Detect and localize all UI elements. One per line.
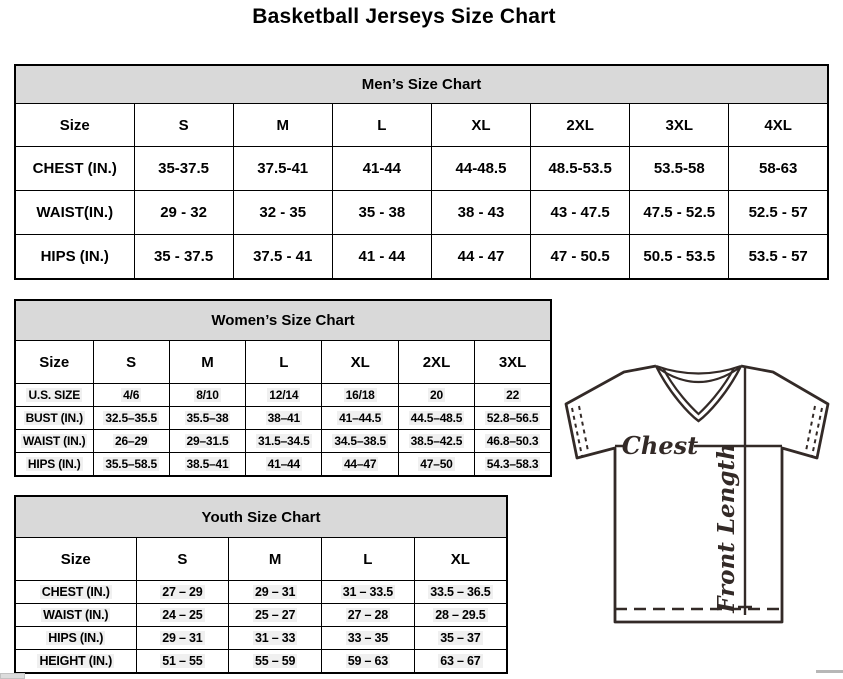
size-value: 20 bbox=[430, 388, 443, 402]
row-label-cell bbox=[15, 407, 93, 430]
table-header-row bbox=[15, 65, 828, 104]
size-value-cell bbox=[322, 407, 398, 430]
size-value-cell bbox=[322, 581, 415, 604]
row-label-cell bbox=[15, 453, 93, 477]
row-label-cell: WAIST(IN.) bbox=[15, 191, 134, 235]
size-value: 33 – 35 bbox=[347, 631, 389, 645]
size-value-cell bbox=[475, 384, 551, 407]
mens-table-title: Men’s Size Chart bbox=[15, 65, 828, 104]
size-value-cell: 47.5 - 52.5 bbox=[630, 191, 729, 235]
size-value-cell bbox=[136, 627, 229, 650]
size-value-cell bbox=[169, 384, 245, 407]
size-value: 46.8–50.3 bbox=[486, 434, 539, 448]
row-label-cell bbox=[15, 581, 136, 604]
size-value-cell bbox=[136, 604, 229, 627]
column-header-cell: 2XL bbox=[398, 341, 474, 384]
size-value: 44.5–48.5 bbox=[410, 411, 463, 425]
row-label: HIPS (IN.) bbox=[48, 631, 104, 645]
front-length-label: Front Length bbox=[713, 443, 740, 613]
size-value-cell: 37.5 - 41 bbox=[233, 235, 332, 280]
size-value-cell bbox=[246, 407, 322, 430]
size-value-cell bbox=[169, 407, 245, 430]
column-header-cell: M bbox=[169, 341, 245, 384]
size-value: 63 – 67 bbox=[440, 654, 481, 668]
size-value: 16/18 bbox=[345, 388, 375, 402]
column-header-cell: L bbox=[332, 104, 431, 147]
size-value-cell: 32 - 35 bbox=[233, 191, 332, 235]
size-value: 26–29 bbox=[114, 434, 148, 448]
size-value-cell: 50.5 - 53.5 bbox=[630, 235, 729, 280]
mens-size-table bbox=[14, 64, 829, 280]
size-value: 59 – 63 bbox=[347, 654, 389, 668]
size-value-cell bbox=[169, 430, 245, 453]
vneck-inner bbox=[663, 368, 734, 414]
jersey-measurement-diagram bbox=[556, 358, 838, 628]
column-header-cell: S bbox=[93, 341, 169, 384]
size-value: 41–44 bbox=[267, 457, 300, 471]
column-header-cell: 3XL bbox=[475, 341, 551, 384]
size-value-cell bbox=[322, 650, 415, 674]
size-value-cell bbox=[229, 627, 322, 650]
size-value-cell bbox=[246, 384, 322, 407]
column-header-cell: Size bbox=[15, 538, 136, 581]
row-label-cell bbox=[15, 650, 136, 674]
size-value: 24 – 25 bbox=[162, 608, 203, 622]
column-header-cell: XL bbox=[414, 538, 507, 581]
size-value: 29 – 31 bbox=[254, 585, 296, 599]
column-header-cell: L bbox=[322, 538, 415, 581]
column-header-cell: L bbox=[246, 341, 322, 384]
size-value-cell bbox=[475, 407, 551, 430]
size-value-cell: 43 - 47.5 bbox=[531, 191, 630, 235]
table-row bbox=[15, 191, 828, 235]
row-label-cell bbox=[15, 430, 93, 453]
size-value: 29 – 31 bbox=[162, 631, 203, 645]
size-value: 25 – 27 bbox=[254, 608, 296, 622]
size-value-cell bbox=[322, 627, 415, 650]
size-value: 31 – 33.5 bbox=[342, 585, 394, 599]
size-value-cell: 53.5-58 bbox=[630, 147, 729, 191]
size-value-cell bbox=[136, 650, 229, 674]
column-header-cell: XL bbox=[322, 341, 398, 384]
row-label-cell bbox=[15, 604, 136, 627]
size-value: 38–41 bbox=[267, 411, 300, 425]
column-header-cell: 3XL bbox=[630, 104, 729, 147]
size-value-cell: 52.5 - 57 bbox=[729, 191, 828, 235]
youth-table-title: Youth Size Chart bbox=[15, 496, 507, 538]
size-value: 4/6 bbox=[123, 388, 140, 402]
size-value-cell: 53.5 - 57 bbox=[729, 235, 828, 280]
table-row bbox=[15, 147, 828, 191]
row-label: HEIGHT (IN.) bbox=[39, 654, 113, 668]
size-value-cell bbox=[414, 627, 507, 650]
size-value-cell bbox=[322, 453, 398, 477]
size-value-cell: 35 - 38 bbox=[332, 191, 431, 235]
row-label-cell: CHEST (IN.) bbox=[15, 147, 134, 191]
size-value-cell: 41 - 44 bbox=[332, 235, 431, 280]
table-row bbox=[15, 407, 551, 430]
size-value-cell bbox=[93, 384, 169, 407]
table-row bbox=[15, 384, 551, 407]
size-value-cell bbox=[414, 650, 507, 674]
size-value: 27 – 28 bbox=[347, 608, 389, 622]
size-value: 41–44.5 bbox=[339, 411, 382, 425]
table-row bbox=[15, 235, 828, 280]
size-value: 33.5 – 36.5 bbox=[430, 585, 491, 599]
row-label: CHEST (IN.) bbox=[41, 585, 110, 599]
right-cuff-stitch-line bbox=[806, 406, 815, 451]
column-header-cell: M bbox=[229, 538, 322, 581]
row-label: U.S. SIZE bbox=[28, 388, 81, 402]
size-value: 8/10 bbox=[196, 388, 219, 402]
size-value: 38.5–41 bbox=[186, 457, 229, 471]
size-value-cell bbox=[398, 407, 474, 430]
size-value: 31 – 33 bbox=[254, 631, 296, 645]
size-value-cell bbox=[414, 581, 507, 604]
jersey-outline bbox=[566, 366, 828, 622]
size-value-cell bbox=[229, 650, 322, 674]
table-row bbox=[15, 453, 551, 477]
size-value-cell: 47 - 50.5 bbox=[531, 235, 630, 280]
collar-arc-outer bbox=[656, 366, 741, 374]
size-value-cell bbox=[475, 430, 551, 453]
size-value: 44–47 bbox=[343, 457, 377, 471]
size-value-cell: 38 - 43 bbox=[431, 191, 530, 235]
womens-size-table bbox=[14, 299, 552, 477]
column-header-cell: S bbox=[136, 538, 229, 581]
size-value: 51 – 55 bbox=[162, 654, 203, 668]
scrollbar-fragment-left bbox=[0, 673, 25, 679]
column-header-cell: 4XL bbox=[729, 104, 828, 147]
size-value: 38.5–42.5 bbox=[410, 434, 463, 448]
size-value: 35 – 37 bbox=[440, 631, 481, 645]
size-value: 35.5–58.5 bbox=[105, 457, 157, 471]
size-value-cell bbox=[398, 453, 474, 477]
size-value-cell bbox=[322, 384, 398, 407]
size-value: 52.8–56.5 bbox=[486, 411, 539, 425]
size-value: 54.3–58.3 bbox=[486, 457, 539, 471]
table-header-row bbox=[15, 300, 551, 341]
column-header-cell: M bbox=[233, 104, 332, 147]
youth-size-table bbox=[14, 495, 508, 674]
size-value-cell: 44-48.5 bbox=[431, 147, 530, 191]
size-value-cell bbox=[322, 430, 398, 453]
size-value: 31.5–34.5 bbox=[258, 434, 310, 448]
row-label: WAIST (IN.) bbox=[43, 608, 109, 622]
table-row bbox=[15, 430, 551, 453]
row-label: HIPS (IN.) bbox=[27, 457, 81, 471]
size-value: 55 – 59 bbox=[254, 654, 296, 668]
size-value: 29–31.5 bbox=[186, 434, 229, 448]
size-value-cell bbox=[475, 453, 551, 477]
size-value-cell bbox=[93, 407, 169, 430]
front-length-measure-line bbox=[738, 366, 752, 615]
scrollbar-fragment-right bbox=[816, 670, 843, 673]
size-value: 22 bbox=[506, 388, 520, 402]
size-value: 35.5–38 bbox=[186, 411, 229, 425]
size-value-cell: 41-44 bbox=[332, 147, 431, 191]
size-value: 12/14 bbox=[269, 388, 299, 402]
table-row bbox=[15, 104, 828, 147]
size-value-cell bbox=[398, 384, 474, 407]
size-value: 28 – 29.5 bbox=[435, 608, 486, 622]
column-header-cell: XL bbox=[431, 104, 530, 147]
size-value: 32.5–35.5 bbox=[105, 411, 157, 425]
size-value-cell: 48.5-53.5 bbox=[531, 147, 630, 191]
table-row bbox=[15, 604, 507, 627]
table-row bbox=[15, 627, 507, 650]
table-header-row bbox=[15, 496, 507, 538]
size-value-cell bbox=[414, 604, 507, 627]
row-label: WAIST (IN.) bbox=[23, 434, 86, 448]
size-value: 47–50 bbox=[420, 457, 453, 471]
size-value-cell: 44 - 47 bbox=[431, 235, 530, 280]
column-header-cell: 2XL bbox=[531, 104, 630, 147]
page-title: Basketball Jerseys Size Chart bbox=[252, 5, 556, 28]
size-value-cell bbox=[229, 581, 322, 604]
womens-table-title: Women’s Size Chart bbox=[15, 300, 551, 341]
size-value-cell bbox=[398, 430, 474, 453]
size-value-cell bbox=[93, 453, 169, 477]
size-value-cell bbox=[246, 430, 322, 453]
row-label-cell bbox=[15, 384, 93, 407]
size-value-cell bbox=[229, 604, 322, 627]
size-value-cell bbox=[136, 581, 229, 604]
size-value: 34.5–38.5 bbox=[334, 434, 386, 448]
row-label-cell: HIPS (IN.) bbox=[15, 235, 134, 280]
chest-label: Chest bbox=[621, 431, 699, 460]
row-label-cell bbox=[15, 627, 136, 650]
table-row bbox=[15, 650, 507, 674]
size-value-cell bbox=[246, 453, 322, 477]
column-header-cell: S bbox=[134, 104, 233, 147]
row-label: BUST (IN.) bbox=[25, 411, 83, 425]
size-value-cell bbox=[93, 430, 169, 453]
column-header-cell: Size bbox=[15, 341, 93, 384]
size-value-cell: 58-63 bbox=[729, 147, 828, 191]
table-row bbox=[15, 581, 507, 604]
column-header-cell: Size bbox=[15, 104, 134, 147]
size-value-cell: 35-37.5 bbox=[134, 147, 233, 191]
table-row bbox=[15, 341, 551, 384]
left-cuff-stitch-line bbox=[579, 406, 588, 451]
size-value-cell bbox=[322, 604, 415, 627]
size-value-cell bbox=[169, 453, 245, 477]
size-value-cell: 29 - 32 bbox=[134, 191, 233, 235]
size-value: 27 – 29 bbox=[162, 585, 203, 599]
size-value-cell: 35 - 37.5 bbox=[134, 235, 233, 280]
size-value-cell: 37.5-41 bbox=[233, 147, 332, 191]
table-row bbox=[15, 538, 507, 581]
